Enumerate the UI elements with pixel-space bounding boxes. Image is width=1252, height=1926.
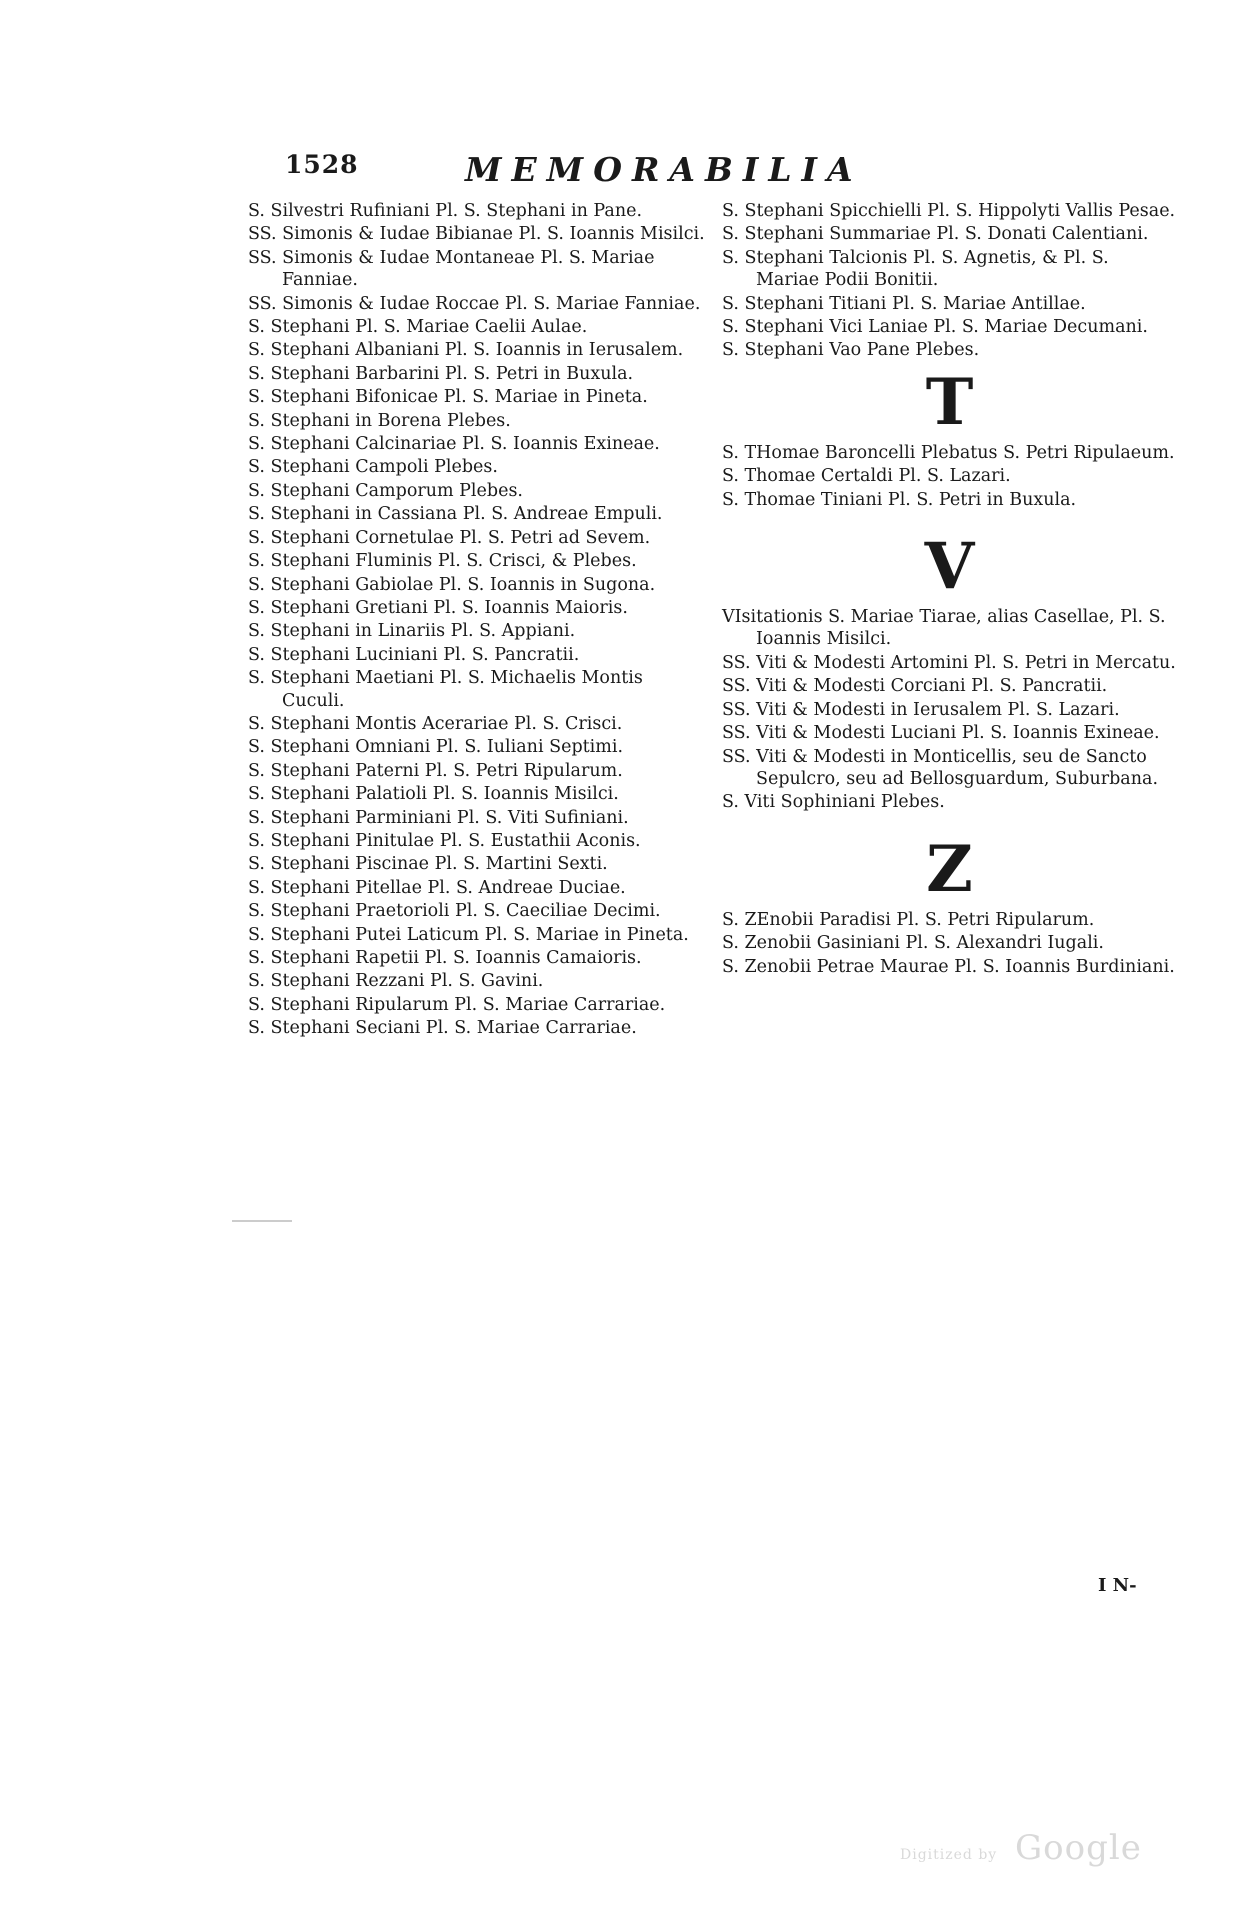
watermark-prefix: Digitized by [900, 1847, 998, 1863]
index-entry: S. Stephani Summariae Pl. S. Donati Calentiani. [722, 224, 1149, 245]
index-entry: S. Stephani Barbarini Pl. S. Petri in Buxula. [248, 363, 634, 384]
index-entry: S. Stephani Campoli Plebes. [248, 457, 498, 478]
index-entry: S. Stephani Seciani Pl. S. Mariae Carrariae. [248, 1018, 637, 1039]
index-entry: S. Thomae Certaldi Pl. S. Lazari. [722, 466, 1011, 487]
index-entry: S. Silvestri Rufiniani Pl. S. Stephani in Pane. [248, 201, 643, 221]
index-entry: S. Stephani Ripularum Pl. S. Mariae Carrariae. [248, 994, 666, 1015]
index-entry: S. Stephani Titiani Pl. S. Mariae Antillae. [722, 293, 1086, 314]
index-entry: S. Stephani Paterni Pl. S. Petri Ripularum. [248, 760, 623, 781]
index-entry: S. Viti Sophiniani Plebes. [722, 792, 945, 813]
index-entry: VIsitationis S. Mariae Tiarae, alias Casellae, Pl. S. Ioannis Misilci. [722, 607, 1166, 650]
index-entry: SS. Viti & Modesti Corciani Pl. S. Pancratii. [722, 676, 1108, 697]
index-entry: S. Stephani Cornetulae Pl. S. Petri ad Sevem. [248, 527, 651, 548]
index-entry: S. Stephani Vao Pane Plebes. [722, 340, 980, 361]
section-heading-v: V [924, 529, 975, 605]
index-entry: S. Stephani Praetorioli Pl. S. Caeciliae Decimi. [248, 901, 661, 922]
index-entry: SS. Viti & Modesti Luciani Pl. S. Ioannis Exineae. [722, 723, 1160, 744]
index-entry: S. Stephani Talcionis Pl. S. Agnetis, & Pl. S. Mariae Podii Bonitii. [722, 247, 1109, 291]
section-heading-t: T [925, 364, 974, 440]
index-entry: S. Stephani Rezzani Pl. S. Gavini. [248, 971, 544, 992]
index-entry: SS. Simonis & Iudae Bibianae Pl. S. Ioannis Misilci. [248, 224, 705, 245]
index-entry: S. Stephani Spicchielli Pl. S. Hippolyti Vallis Pesae. [722, 201, 1176, 221]
index-entry: S. Zenobii Petrae Maurae Pl. S. Ioannis Burdiniani. [722, 956, 1175, 977]
index-entry: S. Stephani Gretiani Pl. S. Ioannis Maioris. [248, 597, 628, 618]
index-entry: S. Stephani Luciniani Pl. S. Pancratii. [248, 644, 580, 665]
index-entry: S. Stephani in Cassiana Pl. S. Andreae Empuli. [248, 504, 663, 525]
index-entry: S. Stephani in Borena Plebes. [248, 410, 511, 431]
index-entry: S. Stephani Palatioli Pl. S. Ioannis Misilci. [248, 784, 619, 805]
index-entry: S. Stephani Rapetii Pl. S. Ioannis Camaioris. [248, 948, 642, 968]
index-entry: S. Stephani Pitellae Pl. S. Andreae Duciae. [248, 877, 626, 898]
index-entry: S. Stephani Calcinariae Pl. S. Ioannis Exineae. [248, 434, 660, 455]
index-entry: S. Stephani Fluminis Pl. S. Crisci, & Plebes. [248, 551, 637, 572]
running-title: MEMORABILIA [465, 150, 863, 189]
index-entry: S. Stephani Piscinae Pl. S. Martini Sexti. [248, 854, 608, 875]
index-entry: SS. Viti & Modesti Artomini Pl. S. Petri in Mercatu. [722, 652, 1176, 673]
index-entry: S. Stephani Pinitulae Pl. S. Eustathii Aconis. [248, 830, 641, 851]
column-end-rule [232, 1220, 292, 1222]
right-column [722, 200, 1177, 979]
index-entry: SS. Simonis & Iudae Montaneae Pl. S. Mariae Fanniae. [248, 247, 655, 291]
watermark-brand: Google [1015, 1828, 1142, 1868]
index-entry: S. Stephani Vici Laniae Pl. S. Mariae Decumani. [722, 317, 1148, 338]
index-entry: S. Stephani Montis Acerariae Pl. S. Crisci. [248, 713, 623, 734]
index-entry: SS. Viti & Modesti in Monticellis, seu de Sancto Sepulcro, seu ad Bellosguardum, Suburbana. [722, 746, 1159, 789]
index-entry: S. Stephani Albaniani Pl. S. Ioannis in Ierusalem. [248, 340, 684, 361]
index-entry: S. Stephani Omniani Pl. S. Iuliani Septimi. [248, 737, 624, 758]
index-entry: S. Stephani Maetiani Pl. S. Michaelis Montis Cuculi. [248, 668, 643, 711]
digitization-watermark [900, 1828, 1142, 1868]
index-entry: SS. Simonis & Iudae Roccae Pl. S. Mariae Fanniae. [248, 293, 701, 314]
index-entry: S. Stephani Pl. S. Mariae Caelii Aulae. [248, 317, 588, 338]
index-entry: S. Stephani in Linariis Pl. S. Appiani. [248, 621, 576, 642]
catchword: I N- [1098, 1575, 1137, 1596]
index-entry: S. Stephani Parminiani Pl. S. Viti Sufiniani. [248, 807, 629, 828]
index-entry: SS. Viti & Modesti in Ierusalem Pl. S. Lazari. [722, 699, 1120, 720]
index-entry: S. Stephani Putei Laticum Pl. S. Mariae in Pineta. [248, 924, 689, 945]
index-entry: S. Stephani Camporum Plebes. [248, 480, 523, 501]
index-entry: S. Stephani Bifonicae Pl. S. Mariae in Pineta. [248, 387, 648, 408]
left-column [248, 200, 708, 1041]
page-header [285, 150, 955, 190]
index-entry: S. ZEnobii Paradisi Pl. S. Petri Ripularum. [722, 909, 1095, 930]
index-entry: S. THomae Baroncelli Plebatus S. Petri Ripulaeum. [722, 442, 1175, 463]
index-entry: S. Stephani Gabiolae Pl. S. Ioannis in Sugona. [248, 574, 656, 595]
page-number: 1528 [285, 150, 359, 179]
index-entry: S. Zenobii Gasiniani Pl. S. Alexandri Iugali. [722, 933, 1104, 954]
index-entry: S. Thomae Tiniani Pl. S. Petri in Buxula. [722, 489, 1077, 510]
section-heading-z: Z [926, 831, 973, 907]
